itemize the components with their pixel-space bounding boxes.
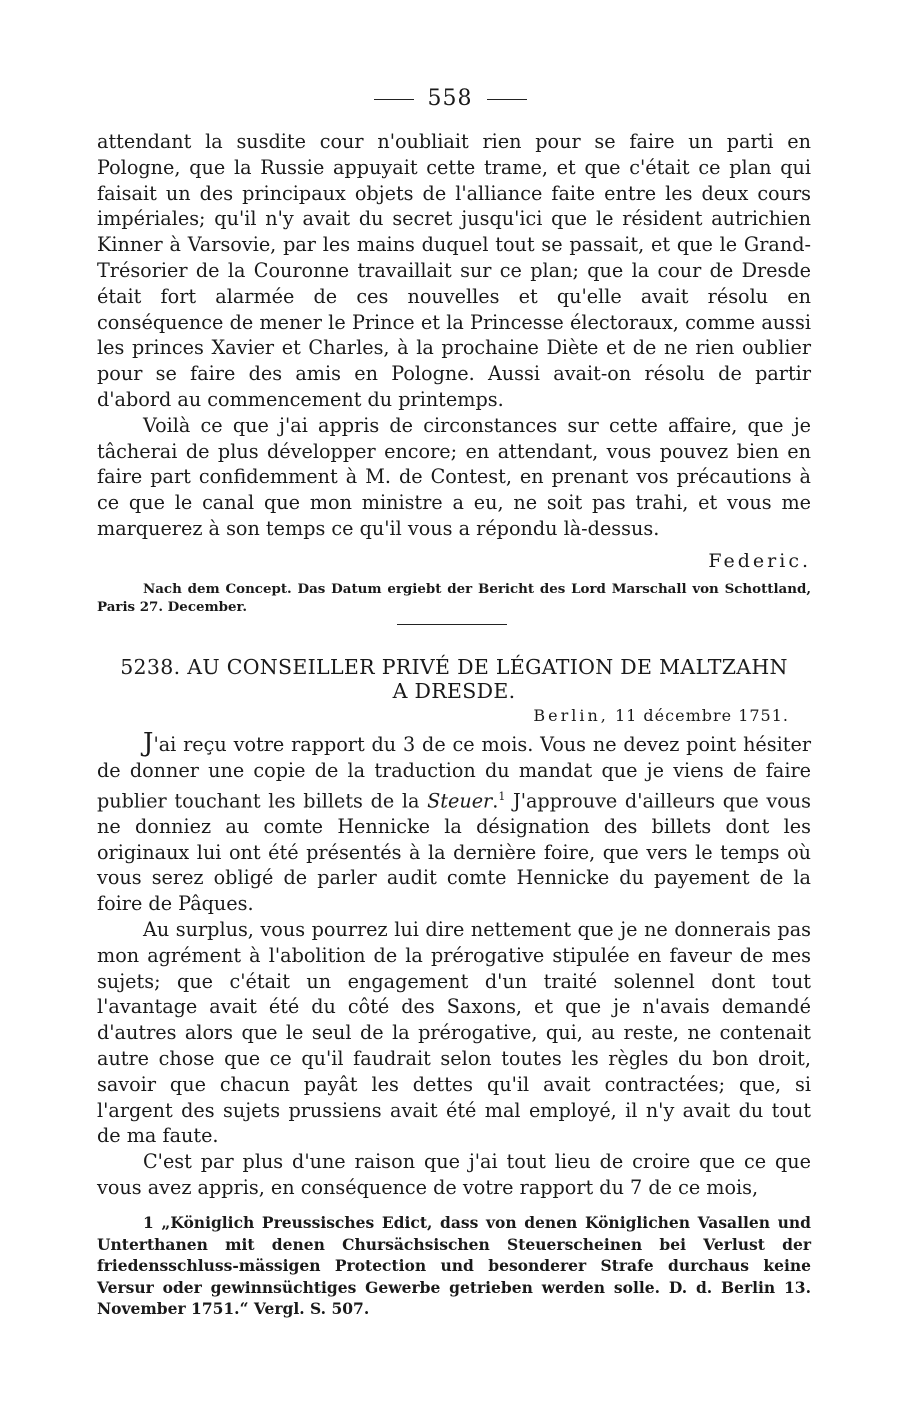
paragraph: Au surplus, vous pourrez lui dire nettement que je ne donnerais pas mon agrément à l'abolition de la prérogative stipulée en faveur de mes sujets; que c'était un engagement d'un traité solennel dont tout l'avantage avait été du côté des Saxons, et que je n'avais demandé d'autres alors que le seul de la prérogative, qui, au reste, ne contenait autre chose que ce qu'il faudrait selon toutes les règles du bon droit, savoir que chacun payât les dettes qu'il avait contractées; que, si l'argent des sujets prussiens avait été mal employé, il n'y avait du tout de ma faute. <box>97 917 811 1148</box>
section2-body <box>97 728 811 1201</box>
initial-letter: J <box>143 728 154 758</box>
source-note-text: Nach dem Concept. Das Datum ergiebt der Bericht des Lord Marschall von Schottland, Paris 27. December. <box>97 581 811 615</box>
heading-title: AU CONSEILLER PRIVÉ DE LÉGATION DE MALTZAHN <box>187 655 788 679</box>
footnote <box>97 1212 811 1320</box>
p1-before: 'ai reçu votre rapport du 3 de ce mois. Vous ne devez point hésiter de donner une copie de la traduction du mandat que je viens de faire publier touchant les billets de la <box>97 733 811 812</box>
letter-heading <box>97 655 811 703</box>
footnote-text: 1 „Königlich Preussisches Edict, dass von denen Königlichen Vasallen und Unterthanen mit denen Chursächsischen Steuerscheinen bei Verlust der friedensschluss-mässigen Protection und besonderer Strafe durchaus keine Versur oder gewinnsüchtiges Gewerbe getrieben werden solle. D. d. Berlin 13. November 1751.“ Vergl. S. 507. <box>97 1213 811 1318</box>
dash-left <box>374 99 414 100</box>
date: 11 décembre 1751. <box>614 706 789 725</box>
letter-number: 5238. <box>120 655 181 679</box>
paragraph: attendant la susdite cour n'oubliait rien pour se faire un parti en Pologne, que la Russie appuyait cette trame, et que c'était ce plan qui faisait un des principaux objets de l'alliance faite entre les deux cours impériales; qu'il n'y avait du secret jusqu'ici que le résident autrichien Kinner à Varsovie, par les mains duquel tout se passait, et que le Grand-Trésorier de la Couronne travaillait sur ce plan; que la cour de Dresde était fort alarmée de ces nouvelles et qu'elle avait résolu en conséquence de mener le Prince et la Princesse électoraux, comme aussi les princes Xavier et Charles, à la prochaine Diète et de ne rien oublier pour se faire des amis en Pologne. Aussi avait-on résolu de partir d'abord au commencement du printemps. <box>97 130 811 411</box>
place: Berlin, <box>533 706 609 725</box>
italic-word: Steuer <box>427 788 493 812</box>
page-number-line <box>0 86 900 111</box>
paragraph: Voilà ce que j'ai appris de circonstances sur cette affaire, que je tâcherai de plus développer encore; en attendant, vous pouvez bien en faire part confidemment à M. de Contest, en prenant vos précautions à ce que le canal que mon ministre a eu, ne soit pas trahi, et vous me marquerez à son temps ce qu'il vous a répondu là-dessus. <box>97 413 811 540</box>
p1-after: J'approuve d'ailleurs que vous ne donniez au comte Hennicke la désignation des billets dont les originaux lui ont été présentés à la dernière foire, que vers le temps où vous serez obligé de parler audit comte Hennicke du payement de la foire de Pâques. <box>97 788 811 916</box>
signature: Federic. <box>708 550 811 572</box>
section1-body <box>97 129 811 542</box>
dash-right <box>487 99 527 100</box>
heading-line2: A DRESDE. <box>392 679 516 703</box>
paragraph: C'est par plus d'une raison que j'ai tout lieu de croire que ce que vous avez appris, en conséquence de votre rapport du 7 de ce mois, <box>97 1150 811 1199</box>
source-note <box>97 580 811 616</box>
dateline <box>97 706 789 725</box>
paragraph: J'ai reçu votre rapport du 3 de ce mois. Vous ne devez point hésiter de donner une copie de la traduction du mandat que je viens de faire publier touchant les billets de la Steuer.$^1$ J'approuve d'ailleurs que vous ne donniez au comte Hennicke la désignation des billets dont les originaux lui ont été présentés à la dernière foire, que vers le temps où vous serez obligé de parler audit comte Hennicke du payement de la foire de Pâques. <box>97 728 811 916</box>
page-number: 558 <box>427 86 473 111</box>
divider <box>397 624 507 625</box>
footnote-ref: 1 <box>498 789 506 803</box>
heading-line1 <box>97 655 811 679</box>
